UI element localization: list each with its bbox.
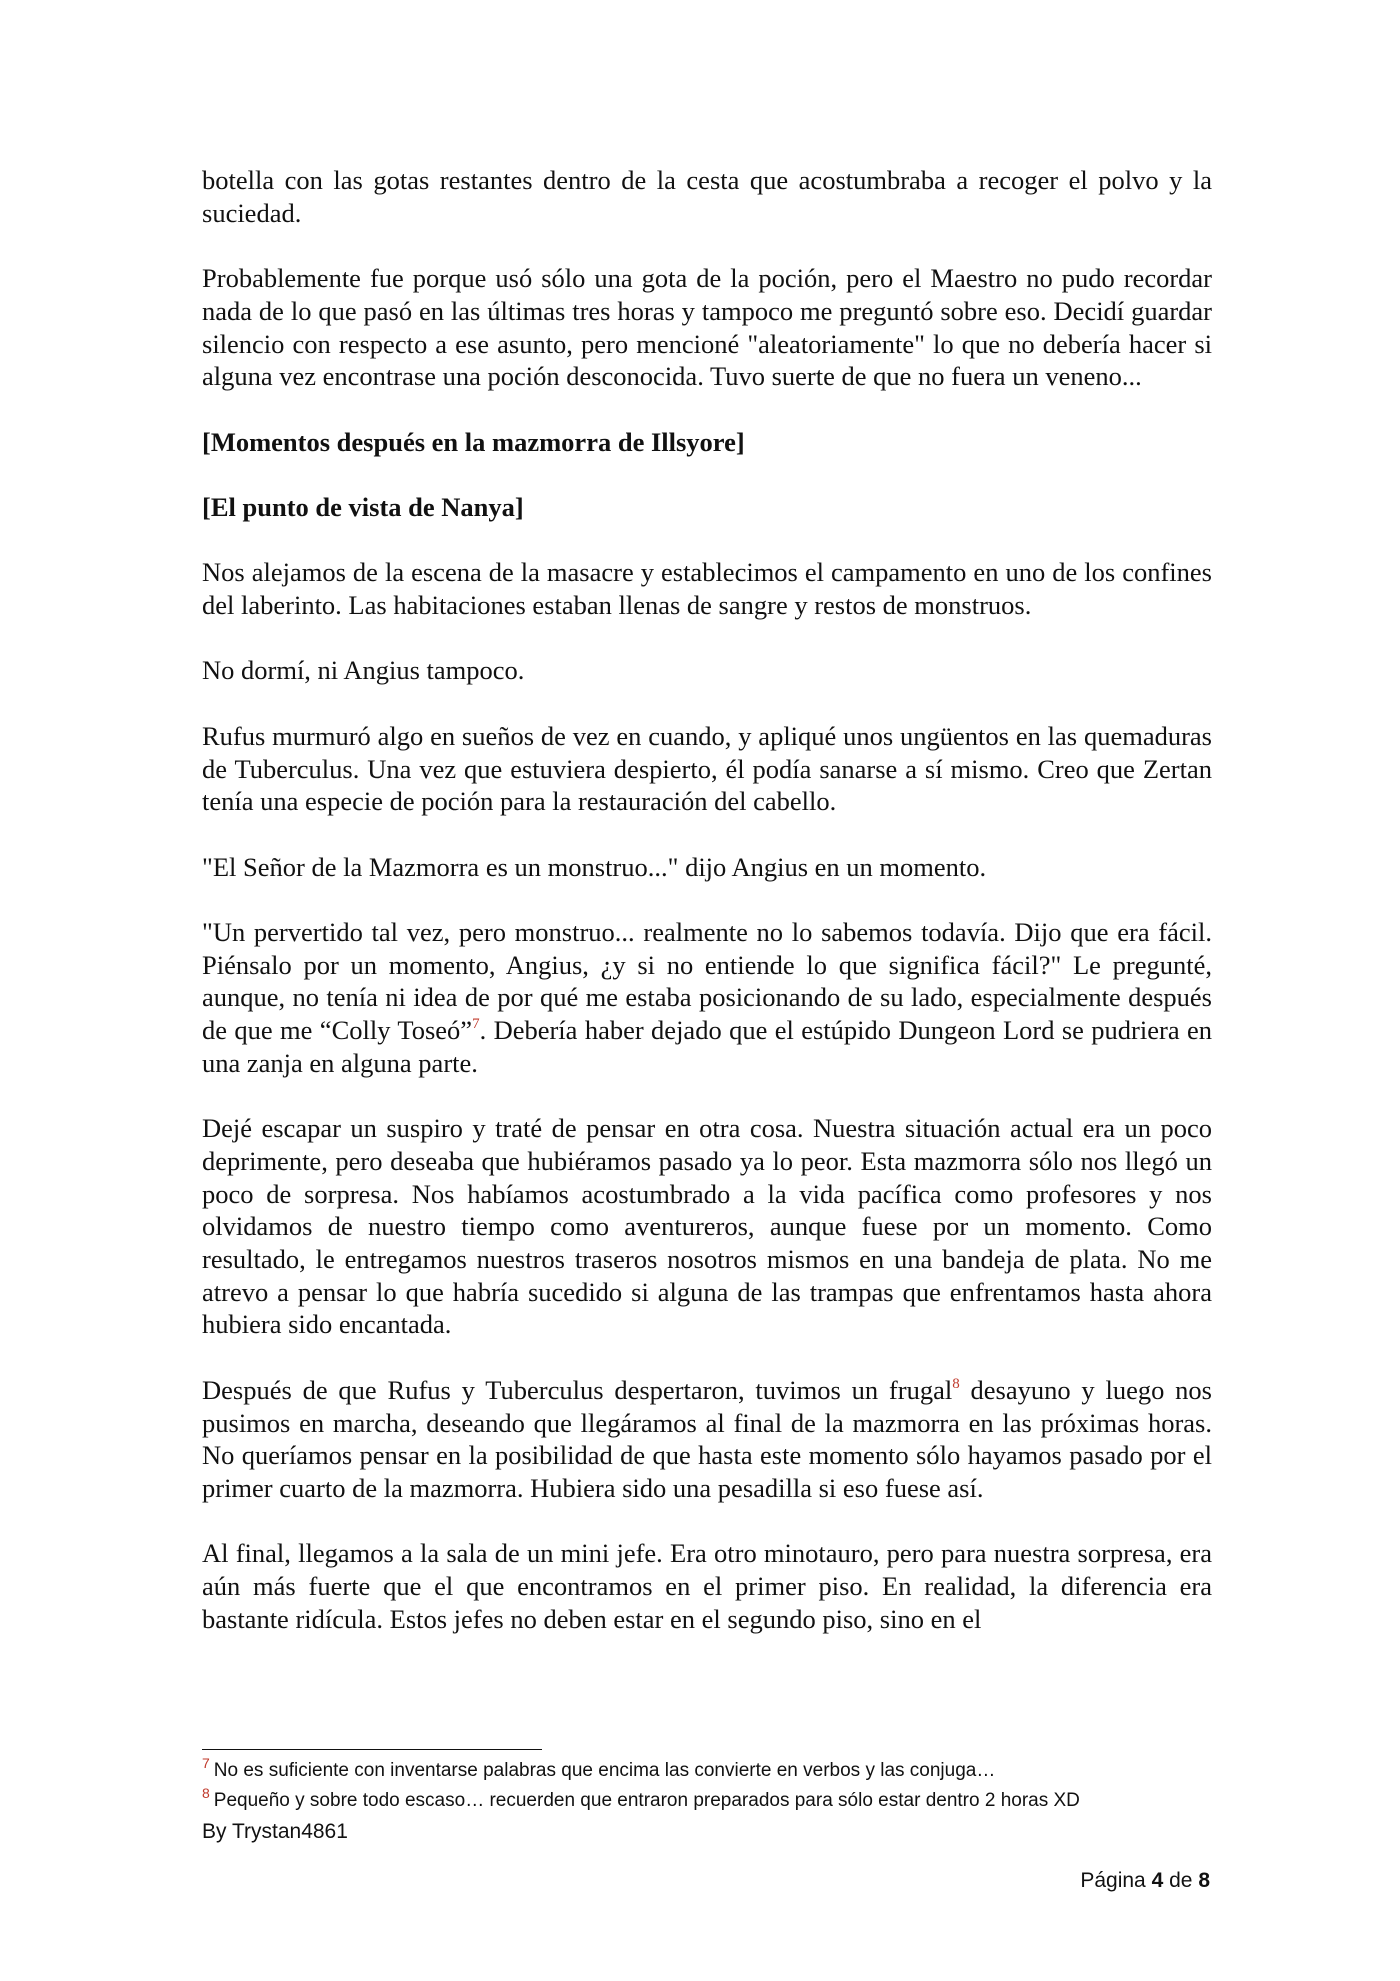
footnote-reference[interactable]: 7 bbox=[472, 1015, 480, 1032]
paragraph: "El Señor de la Mazmorra es un monstruo..." dijo Angius en un momento. bbox=[202, 851, 987, 882]
paragraph: No dormí, ni Angius tampoco. bbox=[202, 655, 525, 686]
paragraph bbox=[202, 916, 1212, 1080]
page-separator: de bbox=[1169, 1869, 1193, 1892]
footnote-item bbox=[202, 1756, 1212, 1786]
footnote-number: 7 bbox=[202, 1755, 210, 1772]
paragraph: Al final, llegamos a la sala de un mini jefe. Era otro minotauro, pero para nuestra sorpresa, era aún más fuerte que el que encontramos en el primer piso. En realidad, la diferencia era bastante ridícula. Estos jefes no deben estar en el segundo piso, sino en el bbox=[202, 1538, 1212, 1634]
paragraph-text: desayuno y luego nos pusimos en marcha, deseando que llegáramos al final de la mazmorra en las próximas horas. No queríamos pensar en la posibilidad de que hasta este momento sólo hayamos pasado por el primer cuarto de la mazmorra. Hubiera sido una pesadilla si eso fuese así. bbox=[202, 1374, 1212, 1503]
paragraph-text: . Debería haber dejado que el estúpido Dungeon Lord se pudriera en una zanja en alguna parte. bbox=[202, 1015, 1212, 1078]
paragraph-text: "Un pervertido tal vez, pero monstruo... realmente no lo sabemos todavía. Dijo que era fácil. Piénsalo por un momento, Angius, ¿y si no entiende lo que significa fácil?" Le pregunté, aunque, no tenía ni idea de por qué me estaba posicionando de su lado, especialmente después de que me “Colly Toseó” bbox=[202, 917, 1212, 1046]
paragraph: Probablemente fue porque usó sólo una gota de la poción, pero el Maestro no pudo recordar nada de lo que pasó en las últimas tres horas y tampoco me preguntó sobre eso. Decidí guardar silencio con respecto a ese asunto, pero mencioné "aleatoriamente" lo que no debería hacer si alguna vez encontrase una poción desconocida. Tuvo suerte de que no fuera un veneno... bbox=[202, 263, 1212, 392]
page-number bbox=[1080, 1866, 1210, 1896]
footnote-item bbox=[202, 1786, 1212, 1816]
footnote-text: Pequeño y sobre todo escaso… recuerden que entraron preparados para sólo estar dentro 2 horas XD bbox=[213, 1790, 1080, 1811]
footnote-divider bbox=[202, 1749, 542, 1750]
footnote-number: 8 bbox=[202, 1785, 210, 1802]
page-total: 8 bbox=[1198, 1869, 1210, 1892]
page-label: Página bbox=[1080, 1869, 1146, 1892]
footnote-text: No es suficiente con inventarse palabras que encima las convierte en verbos y las conjuga… bbox=[213, 1760, 996, 1781]
footnote-reference[interactable]: 8 bbox=[952, 1375, 960, 1392]
paragraph: Dejé escapar un suspiro y traté de pensar en otra cosa. Nuestra situación actual era un poco deprimente, pero deseaba que hubiéramos pasado ya lo peor. Esta mazmorra sólo nos llegó un poco de sorpresa. Nos habíamos acostumbrado a la vida pacífica como profesores y nos olvidamos de nuestro tiempo como aventureros, aunque fuese por un momento. Como resultado, le entregamos nuestros traseros nosotros mismos en una bandeja de plata. No me atrevo a pensar lo que habría sucedido si alguna de las trampas que enfrentamos hasta ahora hubiera sido encantada. bbox=[202, 1113, 1212, 1340]
author-byline: By Trystan4861 bbox=[202, 1820, 348, 1843]
footnotes bbox=[202, 1756, 1212, 1816]
paragraph: Rufus murmuró algo en sueños de vez en cuando, y apliqué unos ungüentos en las quemaduras de Tuberculus. Una vez que estuviera despierto, él podía sanarse a sí mismo. Creo que Zertan tenía una especie de poción para la restauración del cabello. bbox=[202, 720, 1212, 817]
body-text bbox=[202, 164, 1212, 1668]
section-heading: [El punto de vista de Nanya] bbox=[202, 491, 524, 522]
paragraph-text: Después de que Rufus y Tuberculus despertaron, tuvimos un frugal bbox=[202, 1374, 953, 1405]
paragraph bbox=[202, 1374, 1212, 1505]
section-heading: [Momentos después en la mazmorra de Illsyore] bbox=[202, 426, 745, 457]
paragraph: Nos alejamos de la escena de la masacre y establecimos el campamento en uno de los confines del laberinto. Las habitaciones estaban llenas de sangre y restos de monstruos. bbox=[202, 557, 1212, 621]
page-current: 4 bbox=[1151, 1869, 1164, 1892]
paragraph: botella con las gotas restantes dentro de la cesta que acostumbraba a recoger el polvo y la suciedad. bbox=[202, 165, 1212, 228]
